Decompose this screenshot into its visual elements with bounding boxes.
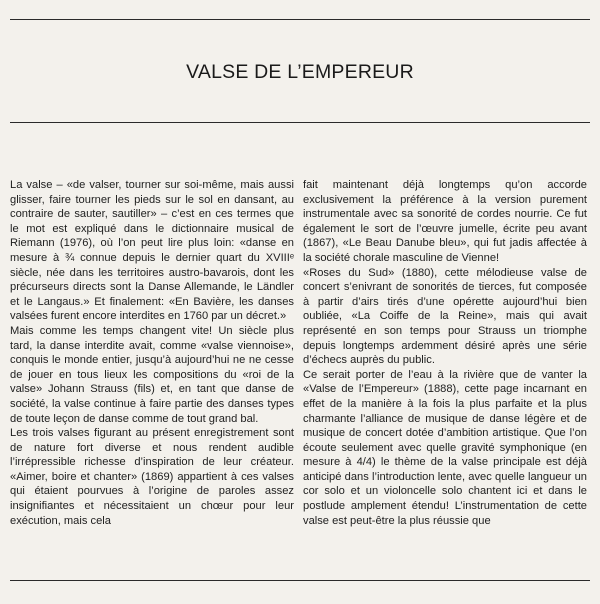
left-column <box>10 178 294 528</box>
paragraph: La valse – «de valser, tourner sur soi-même, mais aussi glisser, faire tourner les pieds sur le sol en dansant, au contraire de sauter, sautiller» – c’est en ces termes que le mot est expliqué dans le dictionnaire musical de Riemann (1976), où l’on peut lire plus loin: «danse en mesure à ¾ connue depuis le dernier quart du XVIIIᵉ siècle, née dans les territoires austro-bavarois, dont les précurseurs directs sont la Danse Allemande, le Ländler et le Langaus.» Et finalement: «En Bavière, les danses valsées furent encore interdites en 1760 par un décret.» <box>10 179 294 323</box>
paragraph: «Roses du Sud» (1880), cette mélodieuse valse de concert s’enivrant de sonorités de tierces, fut composée à partir d’airs tirés d’une opérette aujourd’hui bien oubliée, «La Coiffe de la Reine», mais qui avait représenté en son temps pour Strauss un triomphe depuis longtemps ardemment désiré après une série d’échecs auprès du public. <box>303 266 587 367</box>
paragraph: fait maintenant déjà longtemps qu’on accorde exclusivement la préférence à la version purement instrumentale avec sa sonorité de cordes nourrie. Ce fut également le sort de l’œuvre jumelle, écrite peu avant (1867), «Le Beau Danube bleu», qui fut jadis affectée à la société chorale masculine de Vienne! <box>303 179 587 264</box>
title-rule <box>10 122 590 123</box>
top-rule <box>10 19 590 20</box>
bottom-rule <box>10 580 590 581</box>
paragraph: Ce serait porter de l’eau à la rivière que de vanter la «Valse de l’Empereur» (1888), cette page incarnant en effet de la manière à la fois la plus parfaite et la plus charmante l’alliance de musique de danse légère et de musique de concert dotée d’ambition artistique. Que l’on écoute seulement avec quelle gravité symphonique (en mesure à 4/4) le thème de la valse principale est déjà anticipé dans l’introduction lente, avec quelle langueur un cor solo et un violoncelle solo chantent ici et dans le postlude amplement étendu! L’instrumentation de cette valse est peut-être la plus réussie que <box>303 368 587 527</box>
paragraph: Mais comme les temps changent vite! Un siècle plus tard, la danse interdite avait, comme «valse viennoise», conquis le monde entier, jusqu’à aujourd’hui ne ne cesse de jouer en tous lieux les compositions du «roi de la valse» Johann Strauss (fils) et, en tant que danse de société, la valse continue à faire partie des danses types de toute leçon de danse comme de tout grand bal. <box>10 324 294 425</box>
paragraph: Les trois valses figurant au présent enregistrement sont de nature fort diverse et nous rendent audible l’irrépressible richesse d’inspiration de leur créateur. «Aimer, boire et chanter» (1869) appartient à ces valses qui étaient pourvues à l’origine de paroles assez insignifiantes et nécessitaient un chœur pour leur exécution, mais cela <box>10 427 294 527</box>
right-column <box>303 178 587 528</box>
page-title: VALSE DE L’EMPEREUR <box>186 61 414 83</box>
